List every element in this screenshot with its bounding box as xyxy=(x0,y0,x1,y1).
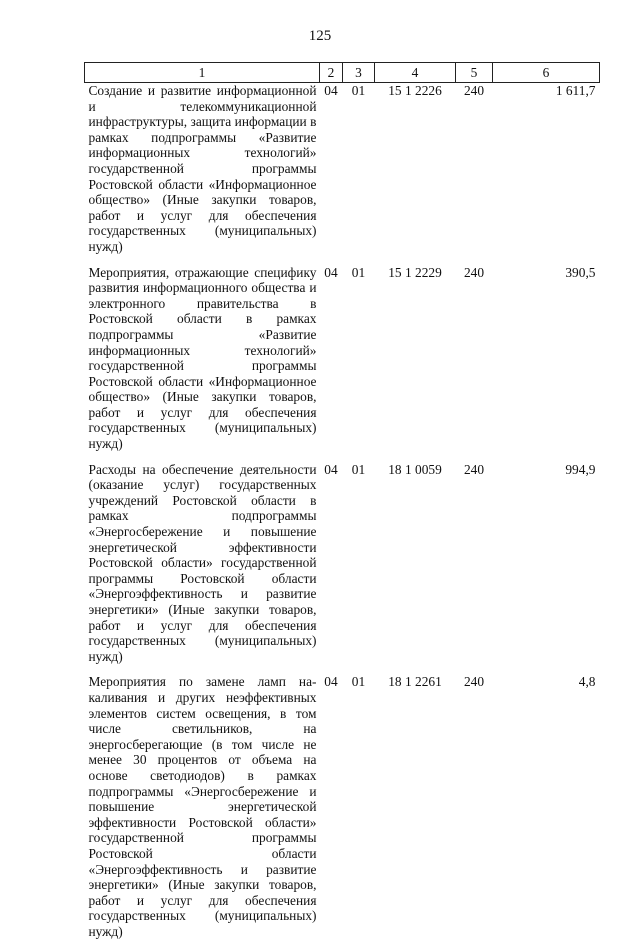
row-expense-type: 240 xyxy=(463,264,485,280)
row-amount: 4,8 xyxy=(578,674,596,690)
row-section: 04 xyxy=(324,674,338,690)
header-cell-1: 1 xyxy=(85,63,320,83)
row-expense-type: 240 xyxy=(463,461,485,477)
row-amount: 390,5 xyxy=(565,264,596,280)
row-description: Мероприятия, отражающие специфику развития информационного общества и электронного правительства в Ростовской области в рамках подпрограммы «Развитие информационных технологий» государственной программы Ростовской области «Информационное общество» (Иные закупки товаров, работ и услуг для обеспечения государственных (муниципальных) нужд) xyxy=(88,264,317,452)
budget-table xyxy=(84,62,600,949)
row-subsection: 01 xyxy=(351,83,366,98)
header-cell-5: 5 xyxy=(456,63,493,83)
row-target-code: 18 1 2261 xyxy=(388,674,442,690)
row-expense-type: 240 xyxy=(463,83,485,98)
row-description: Создание и развитие информационной и телекоммуникационной инфраструктуры, защита информации в рамках подпрограммы «Развитие информационных технологий» государственной программы Ростовской области «Информационное общество» (Иные закупки товаров, работ и услуг для обеспечения государственных (муниципальных) нужд) xyxy=(88,83,317,254)
row-expense-type: 240 xyxy=(463,674,485,690)
table-row xyxy=(85,462,600,675)
table-row xyxy=(85,265,600,462)
row-section: 04 xyxy=(324,461,338,477)
row-section: 04 xyxy=(324,83,338,98)
row-amount: 994,9 xyxy=(565,461,596,477)
row-target-code: 18 1 0059 xyxy=(388,461,442,477)
row-target-code: 15 1 2226 xyxy=(388,83,442,98)
table-row xyxy=(85,674,600,949)
row-subsection: 01 xyxy=(351,461,366,477)
row-target-code: 15 1 2229 xyxy=(388,264,442,280)
row-subsection: 01 xyxy=(351,264,366,280)
header-cell-4: 4 xyxy=(375,63,456,83)
page-number: 125 xyxy=(308,28,332,44)
row-subsection: 01 xyxy=(351,674,366,690)
row-section: 04 xyxy=(324,264,338,280)
header-row xyxy=(85,63,600,83)
row-amount: 1 611,7 xyxy=(555,83,596,98)
row-description: Мероприятия по замене ламп накаливания и других неэффективных элементов систем освещения, в том числе светильников, на энергосберегающие (в том числе не менее 30 процентов от объема на основе светодиодов) в рамках подпрограммы «Энергосбережение и повышение энергетической эффективности Ростовской области» государственной программы Ростовской области «Энергоэффективность и развитие энергетики» (Иные закупки товаров, работ и услуг для обеспечения государственных (муниципальных) нужд) xyxy=(88,674,317,939)
header-cell-6: 6 xyxy=(493,63,600,83)
header-cell-2: 2 xyxy=(320,63,343,83)
table-row xyxy=(85,83,600,265)
row-description: Расходы на обеспечение деятельности (оказание услуг) государственных учреждений Ростовской области в рамках подпрограммы «Энергосбережение и повышение энергетической эффективности Ростовской области» государственной программы Ростовской области «Энергоэффективность и развитие энергетики» (Иные закупки товаров, работ и услуг для обеспечения государственных (муниципальных) нужд) xyxy=(88,461,317,664)
header-cell-3: 3 xyxy=(343,63,375,83)
